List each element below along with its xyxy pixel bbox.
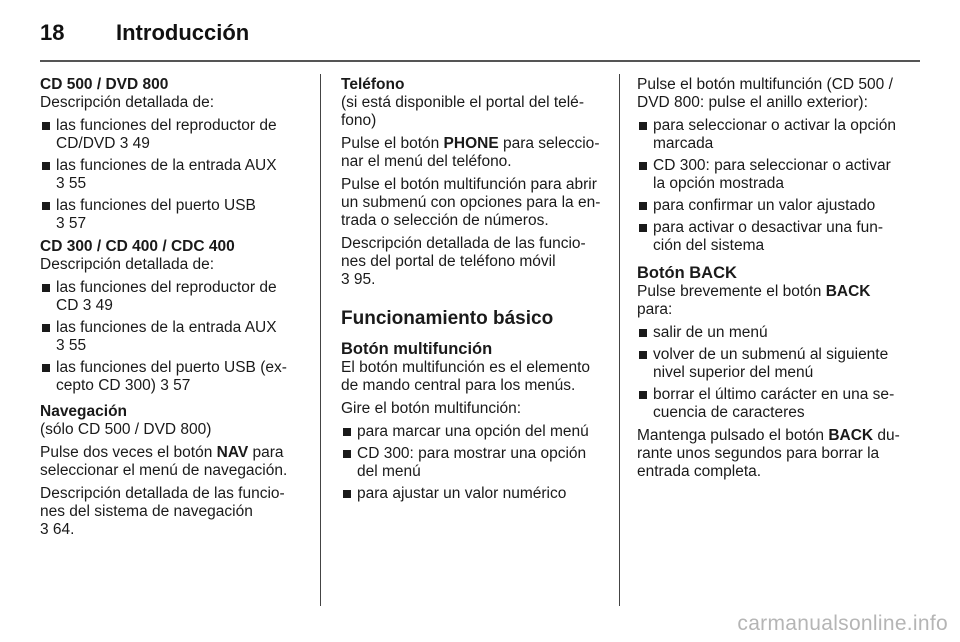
list-item: volver de un submenú al siguiente nivel superior del menú: [637, 346, 903, 382]
bullet-list: [637, 324, 903, 422]
list-item: salir de un menú: [637, 324, 903, 342]
paragraph: (sólo CD 500 / DVD 800): [40, 421, 212, 438]
section-intro: Descripción detallada de:: [40, 94, 215, 111]
page-reference[interactable]: 3 95.: [341, 271, 376, 288]
chapter-title: Introducción: [116, 20, 250, 45]
list-item: CD 300: para mostrar una opción del menú: [341, 445, 605, 481]
bullet-list: [637, 117, 903, 255]
page-reference[interactable]: 3 57: [56, 215, 87, 232]
section-heading-telefono: Teléfono: [341, 76, 405, 93]
list-item: las funciones del puerto USB 3 57: [40, 197, 302, 233]
button-name-nav: NAV: [216, 444, 249, 461]
page-reference[interactable]: 3 55: [56, 337, 87, 354]
paragraph: Pulse el botón multifunción para abrir un submenú con opciones para la entrada o selección de números.: [341, 176, 601, 229]
paragraph: (si está disponible el portal del teléfono): [341, 94, 584, 129]
column-divider-2: [619, 74, 620, 606]
bullet-list: [40, 117, 302, 233]
subsection-heading-multifuncion: Botón multifunción: [341, 340, 493, 358]
list-item: para ajustar un valor numérico: [341, 485, 605, 503]
page-reference[interactable]: 3 55: [56, 175, 87, 192]
bullet-list: [40, 279, 302, 395]
bullet-list: [341, 423, 605, 503]
section-heading-back: Botón BACK: [637, 264, 737, 282]
list-item: para activar o desactivar una función del sistema: [637, 219, 903, 255]
list-item: las funciones del reproductor de CD/DVD 3 49: [40, 117, 302, 153]
list-item: borrar el último carácter en una secuencia de caracteres: [637, 386, 903, 422]
page-number: 18: [40, 20, 65, 45]
paragraph: Descripción detallada de las funciones del portal de teléfono móvil 3 95.: [341, 235, 586, 288]
list-item: CD 300: para seleccionar o activar la opción mostrada: [637, 157, 903, 193]
column-divider-1: [320, 74, 321, 606]
list-item: las funciones del puerto USB (excepto CD 300) 3 57: [40, 359, 302, 395]
list-item: las funciones de la entrada AUX 3 55: [40, 157, 302, 193]
watermark: carmanualsonline.info: [737, 612, 948, 635]
list-item: para seleccionar o activar la opción marcada: [637, 117, 903, 153]
section-title-funcionamiento: Funcionamiento básico: [341, 308, 554, 329]
paragraph: Pulse dos veces el botón NAV para seleccionar el menú de navegación.: [40, 444, 288, 479]
column-1: [40, 76, 302, 544]
header-divider: [40, 60, 920, 62]
list-item: para confirmar un valor ajustado: [637, 197, 903, 215]
list-item: las funciones del reproductor de CD 3 49: [40, 279, 302, 315]
list-item: para marcar una opción del menú: [341, 423, 605, 441]
page-header: [40, 14, 920, 60]
page-reference[interactable]: 3 49: [119, 135, 150, 152]
button-name-back: BACK: [828, 427, 874, 444]
list-item: las funciones de la entrada AUX 3 55: [40, 319, 302, 355]
paragraph: El botón multifunción es el elemento de mando central para los menús.: [341, 359, 591, 394]
section-heading-navegacion: Navegación: [40, 403, 128, 420]
paragraph: Pulse brevemente el botón BACK para:: [637, 283, 871, 318]
paragraph: Pulse el botón multifunción (CD 500 / DVD 800: pulse el anillo exterior):: [637, 76, 893, 111]
section-heading-cd500: CD 500 / DVD 800: [40, 76, 169, 93]
page-reference[interactable]: 3 57: [160, 377, 191, 394]
button-name-back: BACK: [825, 283, 871, 300]
section-heading-cd300: CD 300 / CD 400 / CDC 400: [40, 238, 235, 255]
button-name-phone: PHONE: [443, 135, 499, 152]
column-2: [341, 76, 605, 508]
section-intro: Descripción detallada de:: [40, 256, 215, 273]
page-reference[interactable]: 3 49: [82, 297, 113, 314]
column-3: [637, 76, 903, 486]
paragraph: Pulse el botón PHONE para seleccionar el menú del teléfono.: [341, 135, 600, 170]
paragraph: Descripción detallada de las funciones del sistema de navegación 3 64.: [40, 485, 285, 538]
paragraph: Gire el botón multifunción:: [341, 400, 522, 417]
paragraph: Mantenga pulsado el botón BACK durante unos segundos para borrar la entrada completa.: [637, 427, 900, 480]
page-reference[interactable]: 3 64.: [40, 521, 75, 538]
